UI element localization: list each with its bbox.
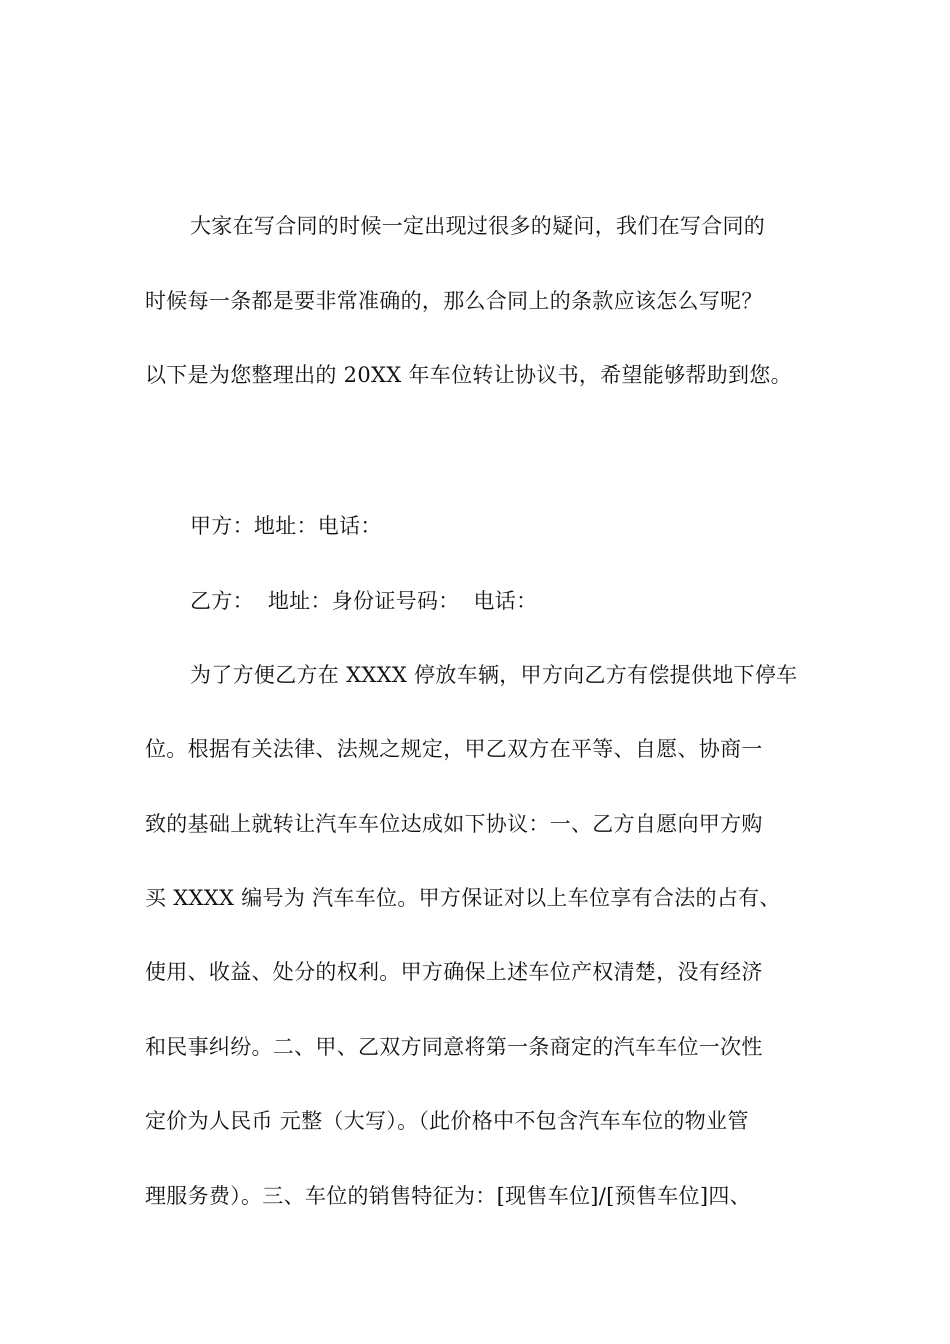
party-b-line: 乙方： 地址：身份证号码： 电话： bbox=[190, 589, 538, 613]
body-line-5: 使用、收益、处分的权利。甲方确保上述车位产权清楚，没有经济 bbox=[145, 960, 763, 984]
intro-line-2: 时候每一条都是要非常准确的，那么合同上的条款应该怎么写呢？ bbox=[145, 289, 763, 313]
body-line-6: 和民事纠纷。二、甲、乙双方同意将第一条商定的汽车车位一次性 bbox=[145, 1035, 763, 1059]
body-line-7: 定价为人民币 元整（大写）。（此价格中不包含汽车车位的物业管 bbox=[145, 1109, 749, 1133]
body-line-2: 位。根据有关法律、法规之规定，甲乙双方在平等、自愿、协商一 bbox=[145, 737, 763, 761]
body-line-1: 为了方便乙方在 XXXX 停放车辆，甲方向乙方有偿提供地下停车 bbox=[190, 663, 798, 687]
intro-line-1: 大家在写合同的时候一定出现过很多的疑问，我们在写合同的 bbox=[190, 214, 766, 238]
body-line-4: 买 XXXX 编号为 汽车车位。甲方保证对以上车位享有合法的占有、 bbox=[145, 886, 781, 910]
party-a-line: 甲方：地址：电话： bbox=[190, 514, 382, 538]
body-line-3: 致的基础上就转让汽车车位达成如下协议：一、乙方自愿向甲方购 bbox=[145, 812, 763, 836]
body-line-8: 理服务费）。三、车位的销售特征为：[现售车位]/[预售车位]四、 bbox=[145, 1184, 751, 1208]
intro-line-3: 以下是为您整理出的 20XX 年车位转让协议书，希望能够帮助到您。 bbox=[145, 363, 792, 387]
